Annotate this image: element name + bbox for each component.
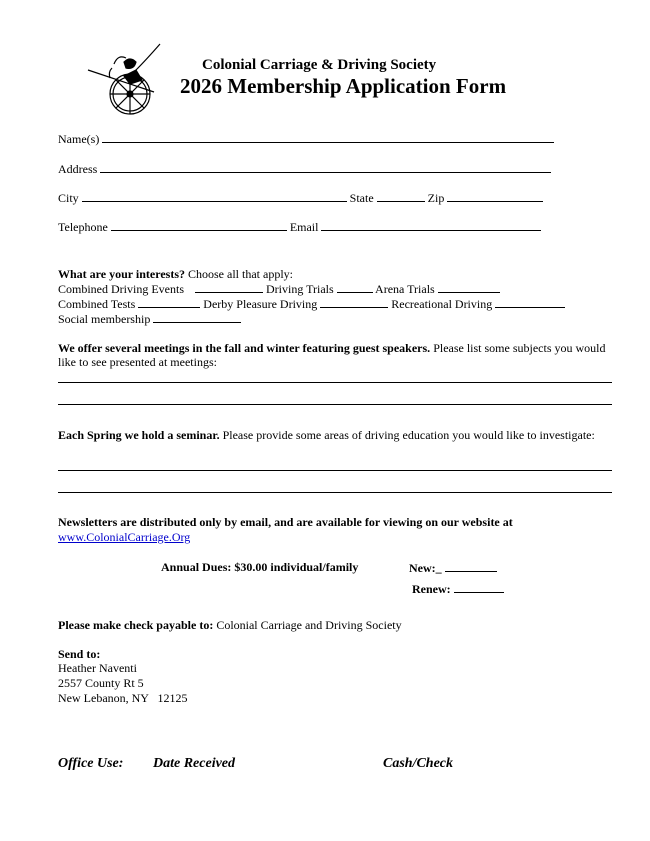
send-name: Heather Naventi [58, 661, 137, 675]
interests-row-3 [58, 311, 241, 326]
names-label: Name(s) [58, 132, 100, 146]
office-use-label: Office Use: [58, 756, 124, 771]
telephone-label: Telephone [58, 220, 108, 234]
meetings-answer-line-2[interactable] [58, 404, 612, 405]
email-field[interactable] [321, 219, 541, 231]
city-row [58, 190, 543, 205]
renew-label: Renew: [412, 582, 451, 596]
interests-row-1 [58, 281, 500, 296]
interests-heading: What are your interests? [58, 267, 185, 281]
interests-row-2 [58, 296, 565, 311]
telephone-row [58, 219, 541, 234]
driving-trials-field[interactable] [337, 281, 373, 293]
option-social: Social membership [58, 312, 151, 326]
meetings-answer-line-1[interactable] [58, 382, 612, 383]
option-driving-trials: Driving Trials [266, 282, 334, 296]
seminar-bold: Each Spring we hold a seminar. [58, 428, 220, 442]
carriage-driver-logo-icon [84, 40, 168, 118]
names-field[interactable] [102, 131, 554, 143]
combined-driving-field[interactable] [195, 281, 263, 293]
address-label: Address [58, 162, 98, 176]
option-combined-driving: Combined Driving Events [58, 282, 184, 296]
send-heading: Send to: [58, 647, 101, 661]
seminar-answer-line-1[interactable] [58, 470, 612, 471]
page-title: 2026 Membership Application Form [180, 74, 507, 98]
city-field[interactable] [82, 190, 347, 202]
cash-check-label: Cash/Check [383, 756, 454, 771]
address-row [58, 161, 551, 176]
payable-row [58, 618, 402, 632]
option-arena-trials: Arena Trials [375, 282, 435, 296]
payable-label: Please make check payable to: [58, 618, 214, 632]
address-field[interactable] [100, 161, 551, 173]
zip-label: Zip [427, 191, 445, 205]
state-label: State [349, 191, 374, 205]
org-name: Colonial Carriage & Driving Society [202, 57, 437, 73]
zip-field[interactable] [447, 190, 543, 202]
seminar-answer-line-2[interactable] [58, 492, 612, 493]
renew-row [412, 581, 504, 596]
annual-dues: Annual Dues: $30.00 individual/family [161, 560, 359, 574]
state-field[interactable] [377, 190, 425, 202]
email-label: Email [289, 220, 319, 234]
send-street: 2557 County Rt 5 [58, 676, 144, 690]
recreational-field[interactable] [495, 296, 565, 308]
interests-instruction: Choose all that apply: [188, 267, 293, 281]
meetings-prompt [58, 341, 618, 369]
renew-field[interactable] [454, 581, 504, 593]
interests-heading-row [58, 267, 293, 281]
combined-tests-field[interactable] [138, 296, 200, 308]
meetings-text: Please list some subjects you would like to see presented at meetings: [58, 341, 606, 369]
send-city: New Lebanon, NY 12125 [58, 691, 188, 705]
seminar-prompt [58, 428, 618, 442]
option-combined-tests: Combined Tests [58, 297, 136, 311]
city-label: City [58, 191, 79, 205]
website-link[interactable]: www.ColonialCarriage.Org [58, 530, 191, 544]
newsletter-text: Newsletters are distributed only by email, and are available for viewing on our website at [58, 515, 513, 529]
telephone-field[interactable] [111, 219, 287, 231]
new-row [409, 560, 497, 575]
payable-to: Colonial Carriage and Driving Society [216, 618, 402, 632]
date-received-label: Date Received [153, 756, 236, 771]
names-row [58, 131, 554, 146]
new-field[interactable] [445, 560, 497, 572]
social-field[interactable] [153, 311, 241, 323]
option-recreational: Recreational Driving [391, 297, 493, 311]
seminar-text: Please provide some areas of driving education you would like to investigate: [222, 428, 595, 442]
derby-pleasure-field[interactable] [320, 296, 388, 308]
meetings-bold: We offer several meetings in the fall and winter featuring guest speakers. [58, 341, 431, 355]
new-label: New:_ [409, 561, 442, 575]
arena-trials-field[interactable] [438, 281, 500, 293]
option-derby-pleasure: Derby Pleasure Driving [203, 297, 318, 311]
